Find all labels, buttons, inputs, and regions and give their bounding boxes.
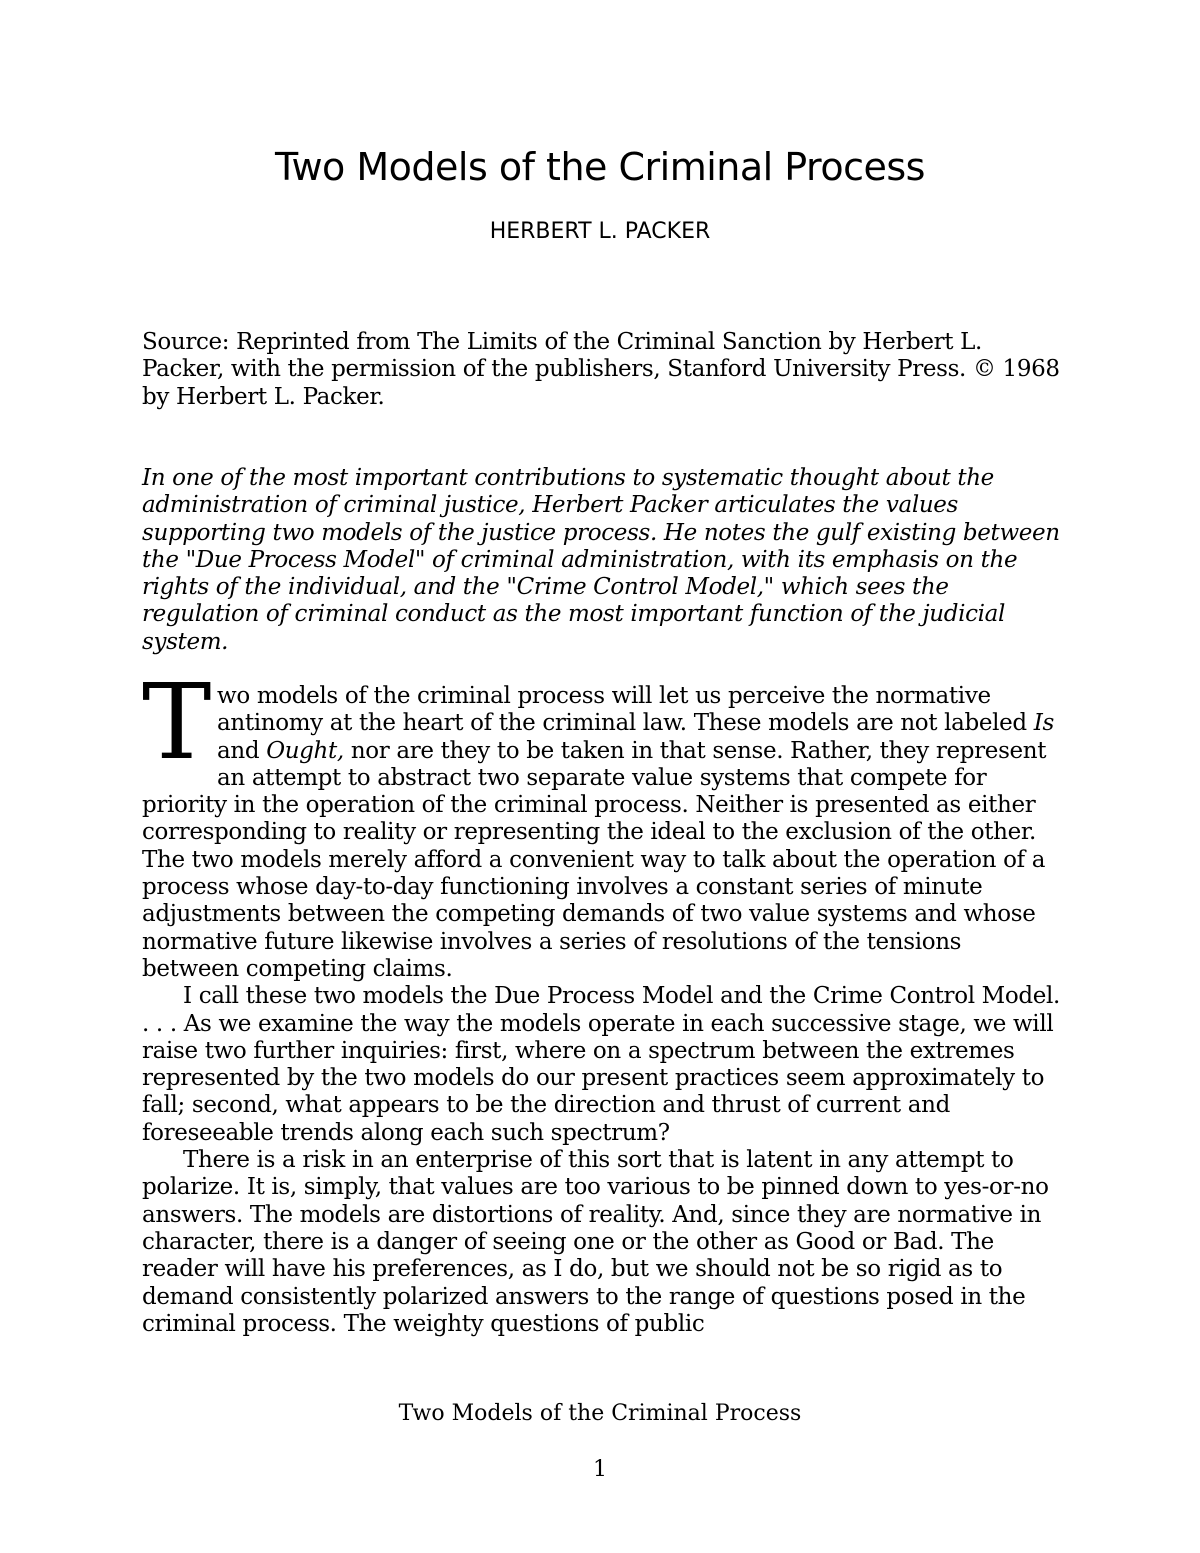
body-paragraph-3: There is a risk in an enterprise of this sort that is latent in any attempt to polarize. It is, simply, that values are too various to be pinned down to yes-or-no answers. The models are distortions of reality. And, since they are normative in character, there is a danger of seeing one or the other as Good or Bad. The reader will have his preferences, as I do, but we should not be so rigid as to demand consistently polarized answers to the range of questions posed in the criminal process. The weighty questions of public bbox=[142, 1147, 1049, 1337]
page-number: 1 bbox=[593, 1457, 607, 1482]
paragraph-text: nor are they to be taken in that sense. Rather, they represent an attempt to abstract two separate value systems that compete for priority in the operation of the criminal process. Neither is presented as either corresponding to reality or representing the ideal to the exclusion of the other. The two models merely afford a convenient way to talk about the operation of a process whose day-to-day functioning involves a constant series of minute adjustments between the competing demands of two value systems and whose normative future likewise involves a series of resolutions of the tensions between competing claims. bbox=[142, 737, 1047, 982]
main-text bbox=[142, 661, 1062, 1338]
drop-cap: T bbox=[142, 661, 212, 783]
paragraph-text: wo models of the criminal process will let us perceive the normative antinomy at the heart of the criminal law. These models are not labeled bbox=[217, 683, 1034, 737]
body-paragraph-1 bbox=[142, 661, 1062, 983]
emphasis-text: Ought, bbox=[266, 737, 344, 764]
running-footer-title: Two Models of the Criminal Process bbox=[398, 1401, 802, 1426]
emphasis-text: Is bbox=[1033, 710, 1054, 737]
source-note: Source: Reprinted from The Limits of the Criminal Sanction by Herbert L. Packer, with the permission of the publishers, Stanford University Press. © 1968 by Herbert L. Packer. bbox=[142, 329, 1060, 410]
document-title: Two Models of the Criminal Process bbox=[275, 145, 925, 189]
body-paragraph-2: I call these two models the Due Process Model and the Crime Control Model. . . . As we examine the way the models operate in each successive stage, we will raise two further inquiries: first, where on a spectrum between the extremes represented by the two models do our present practices seem approximately to fall; second, what appears to be the direction and thrust of current and foreseeable trends along each such spectrum? bbox=[142, 983, 1060, 1146]
paragraph-text: and bbox=[217, 737, 267, 764]
author-name: HERBERT L. PACKER bbox=[489, 219, 711, 244]
abstract-paragraph: In one of the most important contributions to systematic thought about the administration of criminal justice, Herbert Packer articulates the values supporting two models of the justice process. He notes the gulf existing between the "Due Process Model" of criminal administration, with its emphasis on the rights of the individual, and the "Crime Control Model," which sees the regulation of criminal conduct as the most important function of the judicial system. bbox=[142, 465, 1060, 655]
